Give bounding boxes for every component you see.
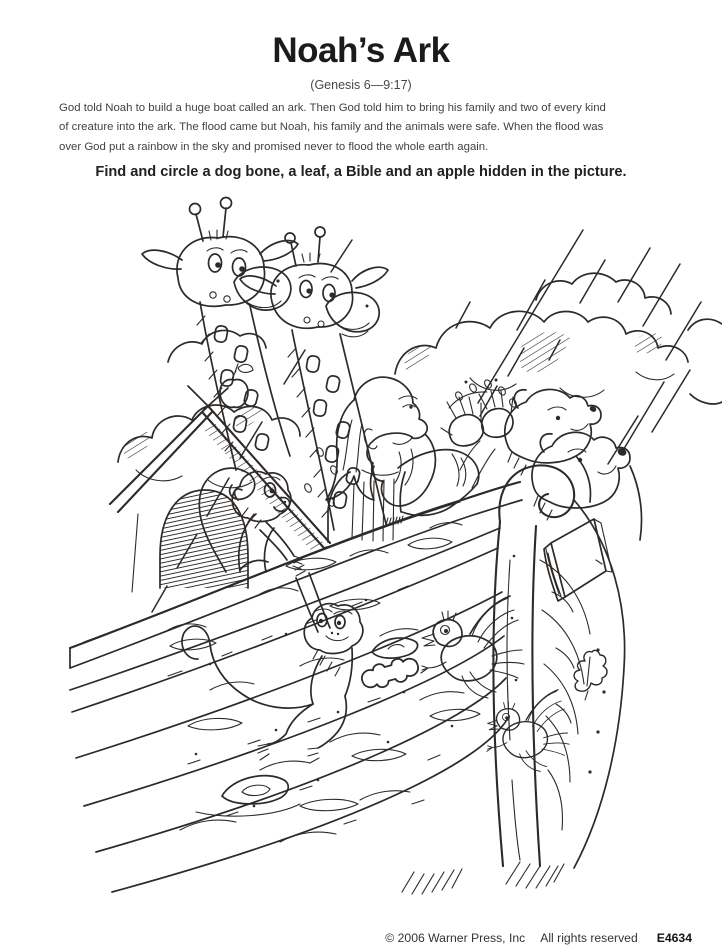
hidden-bible	[544, 519, 612, 601]
hidden-leaf	[574, 650, 607, 700]
footer-copyright: © 2006 Warner Press, Inc	[385, 931, 526, 945]
scripture-reference: (Genesis 6—9:17)	[310, 78, 412, 92]
noah-figure	[326, 377, 518, 542]
bear-pair	[505, 389, 642, 540]
page-title: Noah’s Ark	[272, 31, 450, 70]
story-line: God told Noah to build a huge boat called an ark. Then God told him to bring his family and two of every kind	[59, 102, 606, 114]
hidden-dog-bone	[359, 654, 421, 692]
ark-hull	[70, 482, 522, 894]
footer	[385, 931, 692, 945]
footer-item-code: E4634	[656, 931, 692, 945]
story-line: of creature into the ark. The flood came but Noah, his family and the animals were safe. When the flood was	[59, 121, 604, 134]
footer-rights: All rights reserved	[540, 931, 638, 945]
story-line: over God put a rainbow in the sky and promised never to flood the whole earth again.	[59, 140, 489, 153]
dove	[421, 596, 524, 698]
instruction-text: Find and circle a dog bone, a leaf, a Bible and an apple hidden in the picture.	[95, 164, 627, 180]
